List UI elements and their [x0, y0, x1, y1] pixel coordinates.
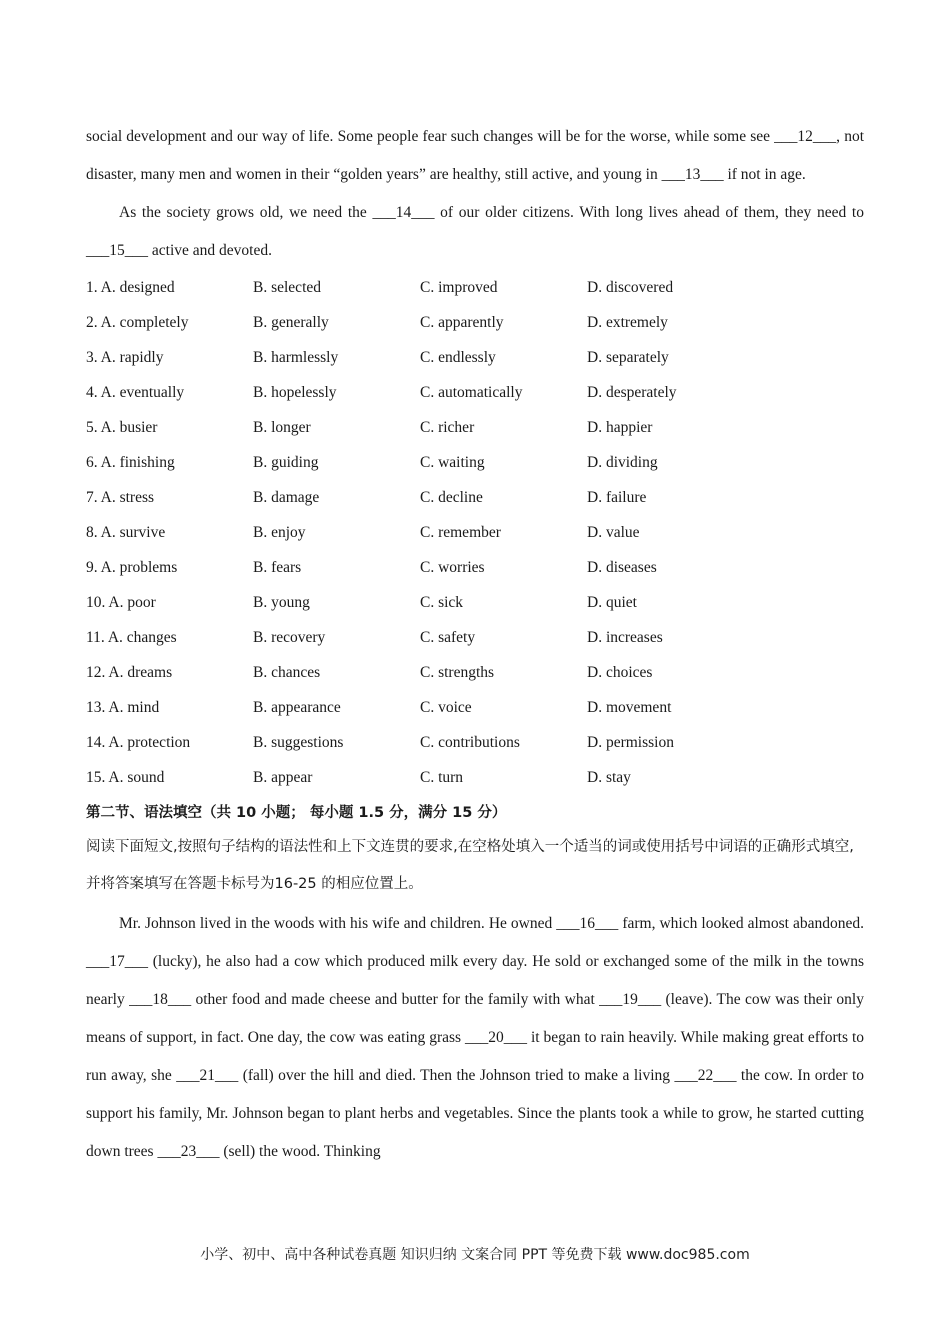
option-d: D. extremely — [587, 314, 668, 331]
section-2-title: 第二节、语法填空（共 10 小题； 每小题 1.5 分，满分 15 分） — [86, 805, 507, 821]
option-row — [86, 340, 864, 375]
option-b: B. guiding — [253, 454, 319, 471]
option-row — [86, 445, 864, 480]
option-a: 9. A. problems — [86, 559, 178, 576]
option-c: C. sick — [420, 594, 464, 611]
option-row — [86, 690, 864, 725]
option-c: C. voice — [420, 699, 472, 716]
option-b: B. harmlessly — [253, 349, 339, 366]
option-d: D. diseases — [587, 559, 657, 576]
option-a: 7. A. stress — [86, 489, 155, 506]
option-a: 8. A. survive — [86, 524, 166, 541]
option-c: C. remember — [420, 524, 501, 541]
option-c: C. endlessly — [420, 349, 496, 366]
option-row — [86, 270, 864, 305]
passage-paragraph-1: social development and our way of life. Some people fear such changes will be for the worse, while some see ___12___, not disaster, many men and women in their “golden years” are healthy, still active, and young in ___13___ if not in age. — [86, 128, 864, 183]
option-d: D. dividing — [587, 454, 658, 471]
option-b: B. fears — [253, 559, 302, 576]
option-a: 12. A. dreams — [86, 664, 173, 681]
option-row — [86, 515, 864, 550]
option-row — [86, 655, 864, 690]
option-a: 15. A. sound — [86, 769, 165, 786]
option-b: B. hopelessly — [253, 384, 337, 401]
option-b: B. appearance — [253, 699, 341, 716]
option-c: C. richer — [420, 419, 475, 436]
grammar-passage: Mr. Johnson lived in the woods with his wife and children. He owned ___16___ farm, which looked almost abandoned. ___17___ (lucky), he also had a cow which produced milk every day. He sold or exchanged some of the milk in the towns nearly ___18___ other food and made cheese and butter for the family with what ___19___ (leave). The cow was their only means of support, in fact. One day, the cow was eating grass ___20___ it began to rain heavily. While making great efforts to run away, she ___21___ (fall) over the hill and died. Then the Johnson tried to make a living ___22___ the cow. In order to support his family, Mr. Johnson began to plant herbs and vegetables. Since the plants took a while to grow, he started cutting down trees ___23___ (sell) the wood. Thinking — [86, 915, 864, 1160]
option-row — [86, 620, 864, 655]
option-row — [86, 585, 864, 620]
option-d: D. failure — [587, 489, 647, 506]
answer-options — [86, 270, 864, 795]
option-c: C. automatically — [420, 384, 523, 401]
option-row — [86, 760, 864, 795]
option-c: C. contributions — [420, 734, 520, 751]
option-d: D. happier — [587, 419, 653, 436]
option-b: B. damage — [253, 489, 320, 506]
option-c: C. apparently — [420, 314, 504, 331]
option-c: C. waiting — [420, 454, 485, 471]
option-row — [86, 480, 864, 515]
option-d: D. quiet — [587, 594, 637, 611]
option-a: 5. A. busier — [86, 419, 158, 436]
option-a: 4. A. eventually — [86, 384, 185, 401]
option-d: D. permission — [587, 734, 674, 751]
option-c: C. improved — [420, 279, 498, 296]
option-a: 11. A. changes — [86, 629, 177, 646]
option-b: B. chances — [253, 664, 321, 681]
option-c: C. turn — [420, 769, 464, 786]
option-b: B. longer — [253, 419, 311, 436]
passage-paragraph-2: As the society grows old, we need the ___14___ of our older citizens. With long lives ahead of them, they need to ___15___ active and devoted. — [86, 204, 864, 259]
option-d: D. separately — [587, 349, 669, 366]
option-a: 2. A. completely — [86, 314, 189, 331]
option-d: D. increases — [587, 629, 663, 646]
option-a: 10. A. poor — [86, 594, 156, 611]
option-d: D. desperately — [587, 384, 677, 401]
option-d: D. stay — [587, 769, 631, 786]
option-a: 14. A. protection — [86, 734, 191, 751]
option-c: C. decline — [420, 489, 483, 506]
option-d: D. choices — [587, 664, 653, 681]
option-a: 3. A. rapidly — [86, 349, 164, 366]
option-d: D. value — [587, 524, 640, 541]
section-2-instructions: 阅读下面短文,按照句子结构的语法性和上下文连贯的要求,在空格处填入一个适当的词或使用括号中词语的正确形式填空,并将答案填写在答题卡标号为16-25 的相应位置上。 — [86, 839, 854, 892]
option-b: B. suggestions — [253, 734, 344, 751]
option-c: C. strengths — [420, 664, 495, 681]
option-row — [86, 725, 864, 760]
option-c: C. safety — [420, 629, 476, 646]
exam-page — [86, 118, 864, 1171]
option-b: B. generally — [253, 314, 329, 331]
option-b: B. young — [253, 594, 310, 611]
option-row — [86, 550, 864, 585]
option-a: 6. A. finishing — [86, 454, 175, 471]
option-row — [86, 375, 864, 410]
option-a: 13. A. mind — [86, 699, 160, 716]
option-d: D. discovered — [587, 279, 674, 296]
option-b: B. selected — [253, 279, 322, 296]
option-b: B. appear — [253, 769, 313, 786]
option-b: B. enjoy — [253, 524, 306, 541]
option-b: B. recovery — [253, 629, 326, 646]
option-row — [86, 410, 864, 445]
option-row — [86, 305, 864, 340]
option-a: 1. A. designed — [86, 279, 175, 296]
option-d: D. movement — [587, 699, 672, 716]
option-c: C. worries — [420, 559, 485, 576]
page-footer: 小学、初中、高中各种试卷真题 知识归纳 文案合同 PPT 等免费下载 www.doc985.com — [200, 1247, 750, 1263]
